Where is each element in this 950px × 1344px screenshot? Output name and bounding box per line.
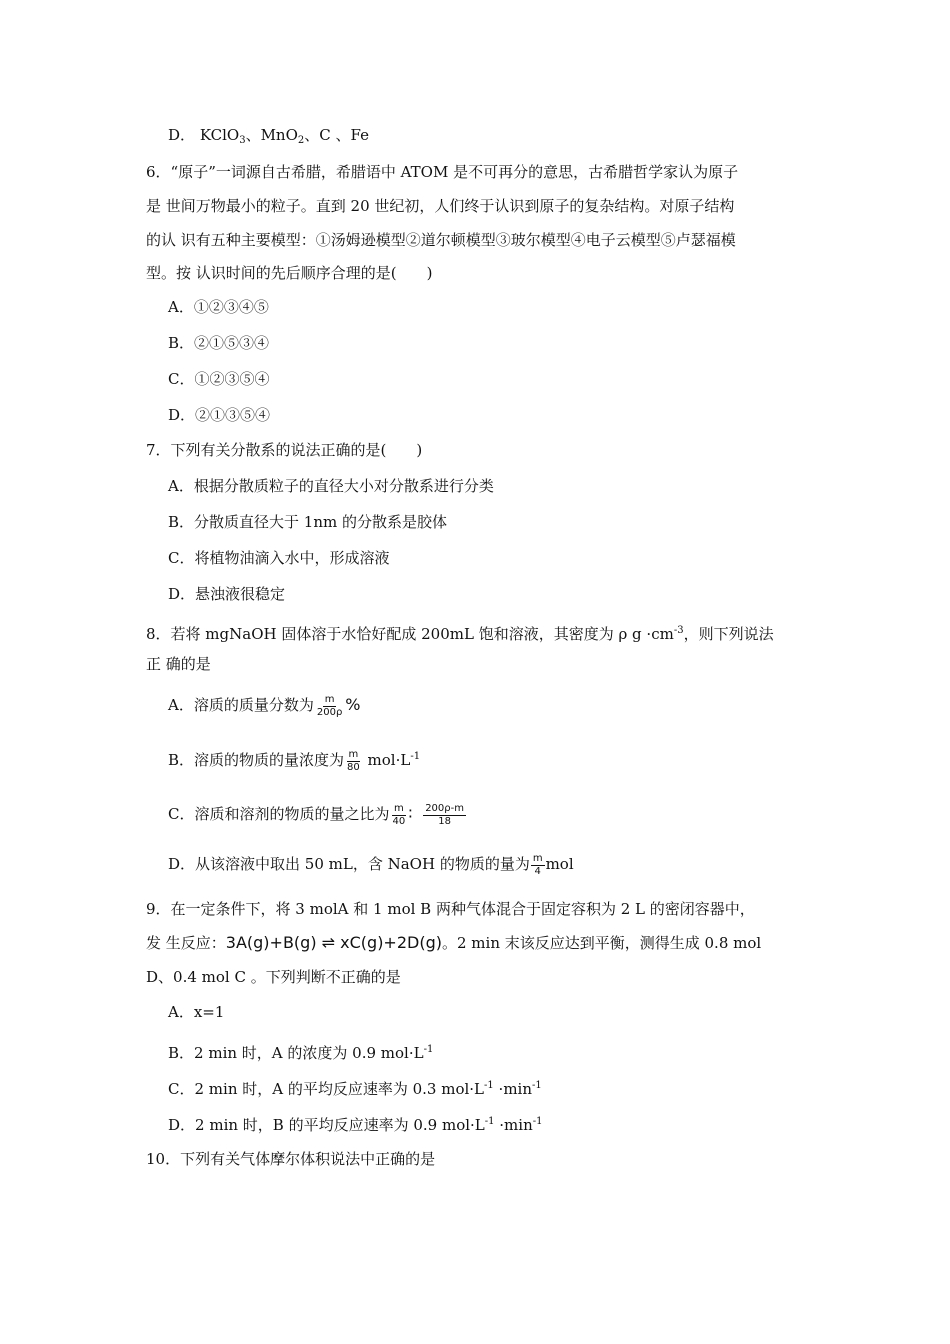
- q9-stem-line-3: D、0.4 mol C 。下列判断不正确的是: [146, 968, 401, 986]
- q8-stem-line-1: 8．若将 mgNaOH 固体溶于水恰好配成 200mL 饱和溶液，其密度为 ρ $g \cdot cm^{-3}$，则下列说法: [146, 625, 774, 643]
- q8-option-b: B．溶质的物质的量浓度为 $\frac{m}{80}$ $mol\cdot L^{-1}$: [168, 748, 421, 773]
- q6-stem-line-4: 型。按 认识时间的先后顺序合理的是( ): [146, 264, 433, 282]
- fraction: $\frac{m}{40}$: [392, 802, 406, 827]
- reaction-equation: 3A(g)+B(g) ⇌ xC(g)+2D(g): [225, 933, 442, 952]
- q8-stem-line-2: 正 确的是: [146, 655, 211, 673]
- q7-option-a: A．根据分散质粒子的直径大小对分散系进行分类: [168, 477, 494, 495]
- fraction: $\frac{200\rho-m}{18}$: [425, 802, 464, 827]
- q7-stem: 7．下列有关分散系的说法正确的是( ): [146, 441, 423, 459]
- q8-option-c: C．溶质和溶剂的物质的量之比为 $\frac{m}{40}$ ∶ $\frac{200\rho-m}{18}$: [168, 802, 464, 827]
- q6-option-c: C．①②③⑤④: [168, 370, 270, 388]
- option-label: D．: [168, 126, 196, 144]
- q9-stem-line-2: 发 生反应：3A(g)+B(g) ⇌ xC(g)+2D(g)。2 min 末该反应达到平衡，测得生成 0.8 mol: [146, 933, 762, 952]
- q7-option-c: C．将植物油滴入水中，形成溶液: [168, 549, 390, 567]
- fraction: $\frac{m}{200\rho}$: [316, 693, 343, 718]
- q9-option-d: D．2 min 时，B 的平均反应速率为 0.9 $mol\cdot L^{-1} \cdot\min^{-1}$: [168, 1116, 543, 1134]
- fraction: $\frac{m}{4}$: [532, 852, 543, 877]
- q5-option-d: [168, 125, 369, 151]
- q10-stem: 10．下列有关气体摩尔体积说法中正确的是: [146, 1150, 436, 1168]
- q9-stem-line-1: 9．在一定条件下，将 3 molA 和 1 mol B 两种气体混合于固定容积为 2 L 的密闭容器中，: [146, 900, 755, 918]
- q8-option-d: D．从该溶液中取出 50 mL，含 NaOH 的物质的量为 $\frac{m}{4}$ mol: [168, 852, 574, 877]
- q6-option-a: A．①②③④⑤: [168, 298, 269, 316]
- q6-stem-line-2: 是 世间万物最小的粒子。直到 20 世纪初，人们终于认识到原子的复杂结构。对原子结构: [146, 197, 735, 215]
- q9-option-a: A．x=1: [168, 1003, 225, 1021]
- q6-stem-line-1: 6．“原子”一词源自古希腊，希腊语中 ATOM 是不可再分的意思，古希腊哲学家认为原子: [146, 163, 739, 181]
- q9-option-c: C．2 min 时，A 的平均反应速率为 0.3 $mol\cdot L^{-1} \cdot\min^{-1}$: [168, 1080, 542, 1098]
- q6-option-d: D．②①③⑤④: [168, 406, 271, 424]
- q7-option-b: B．分散质直径大于 1nm 的分散系是胶体: [168, 513, 447, 531]
- q6-option-b: B．②①⑤③④: [168, 334, 270, 352]
- option-text: KClO$_3$、MnO$_2$、C 、Fe: [199, 126, 369, 146]
- fraction: $\frac{m}{80}$: [347, 748, 360, 773]
- q7-option-d: D．悬浊液很稳定: [168, 585, 286, 603]
- q8-option-a: A．溶质的质量分数为 $\frac{m}{200\rho}$ %: [168, 693, 361, 718]
- q9-option-b: B．2 min 时，A 的浓度为 0.9 $mol\cdot L^{-1}$: [168, 1044, 434, 1062]
- q6-stem-line-3: 的认 识有五种主要模型：①汤姆逊模型②道尔顿模型③玻尔模型④电子云模型⑤卢瑟福模: [146, 231, 736, 249]
